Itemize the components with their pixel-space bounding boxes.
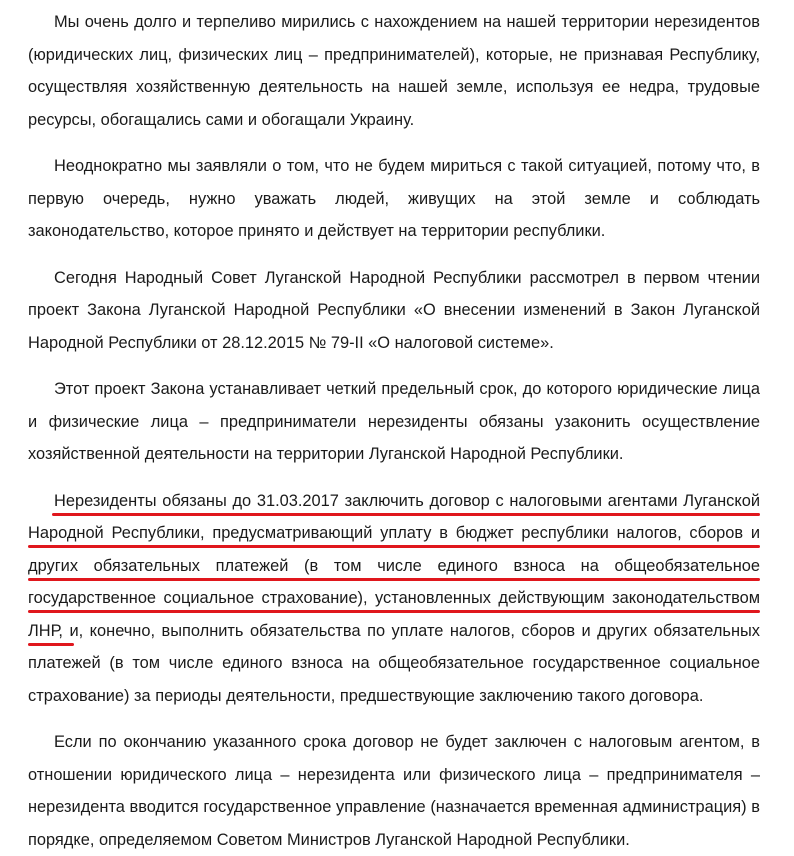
red-underline-5 xyxy=(28,643,74,646)
document-body xyxy=(28,6,760,856)
paragraph-3: Сегодня Народный Совет Луганской Народной Республики рассмотрел в первом чтении проект Закона Луганской Народной Республики «О внесении изменений в Закон Луганской Народной Республики от 28.12.2015 № 79-II «О налоговой системе». xyxy=(28,268,760,352)
paragraph-5: Нерезиденты обязаны до 31.03.2017 заключить договор с налоговыми агентами Луганской Народной Республики, предусматривающий уплату в бюджет республики налогов, сборов и других обязательных платежей (в том числе единого взноса на общеобязательное государственное социальное страхование), установленных действующим законодательством ЛНР, и, конечно, выполнить обязательства по уплате налогов, сборов и других обязательных платежей (в том числе единого взноса на общеобязательное государственное социальное страхование) за периоды деятельности, предшествующие заключению такого договора. xyxy=(28,491,760,705)
paragraph-2: Неоднократно мы заявляли о том, что не будем мириться с такой ситуацией, потому что, в первую очередь, нужно уважать людей, живущих на этой земле и соблюдать законодательство, которое принято и действует на территории республики. xyxy=(28,157,760,240)
red-underline-2 xyxy=(28,545,760,548)
red-underline-1 xyxy=(52,513,760,516)
paragraph-1: Мы очень долго и терпеливо мирились с нахождением на нашей территории нерезидентов (юридических лиц, физических лиц – предпринимателей), которые, не признавая Республику, осуществляя хозяйственную деятельность на нашей земле, используя ее недра, трудовые ресурсы, обогащались сами и обогащали Украину. xyxy=(28,13,760,129)
paragraph-4: Этот проект Закона устанавливает четкий предельный срок, до которого юридические лица и физические лица – предприниматели нерезиденты обязаны узаконить осуществление хозяйственной деятельности на территории Луганской Народной Республики. xyxy=(28,380,760,463)
red-underline-3 xyxy=(28,578,760,581)
highlighted-passage xyxy=(28,485,760,713)
red-underline-4 xyxy=(28,610,760,613)
paragraph-6: Если по окончанию указанного срока договор не будет заключен с налоговым агентом, в отношении юридического лица – нерезидента или физического лица – предпринимателя – нерезидента вводится государственное управление (назначается временная администрация) в порядке, определяемом Советом Министров Луганской Народной Республики. xyxy=(28,733,760,849)
